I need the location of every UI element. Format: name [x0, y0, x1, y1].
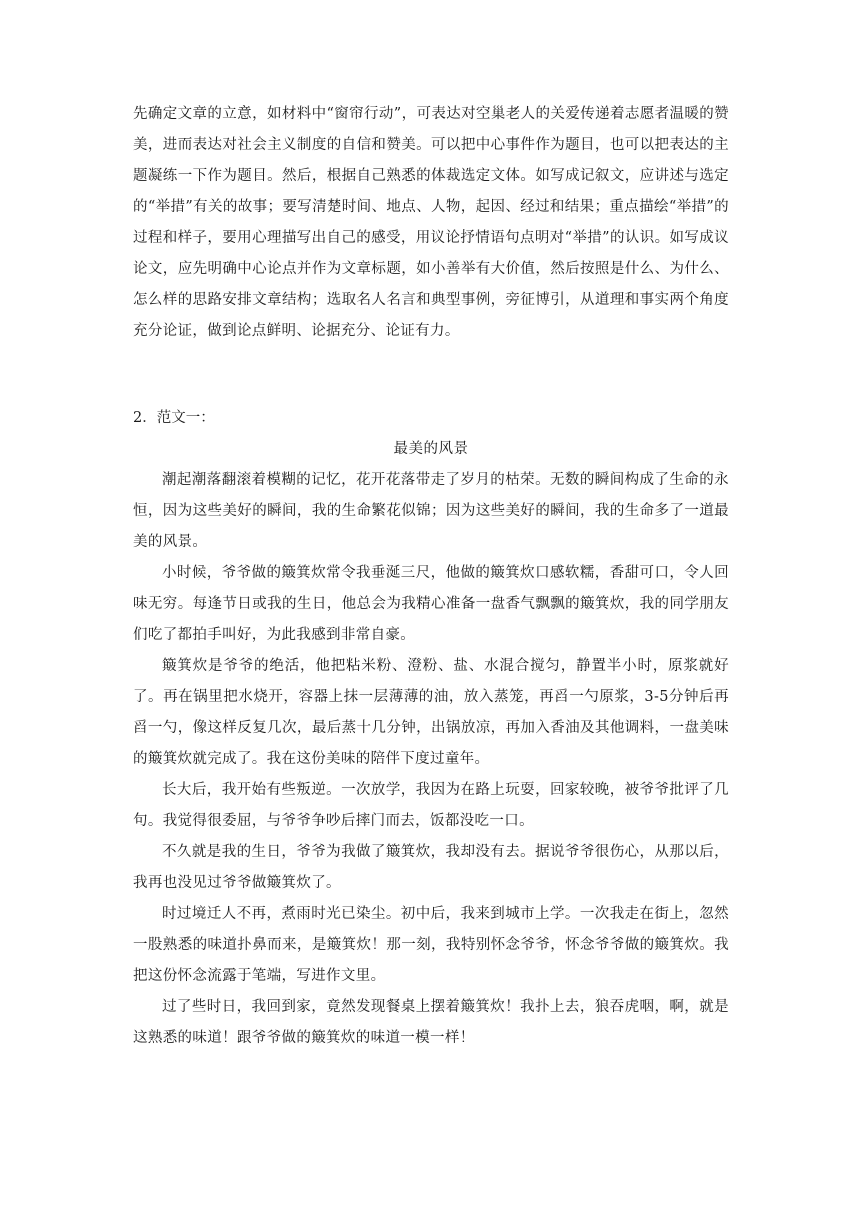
- section-gap: [133, 347, 729, 403]
- essay-paragraph: 潮起潮落翻滚着模糊的记忆，花开花落带走了岁月的枯荣。无数的瞬间构成了生命的永恒，因为这些美好的瞬间，我的生命繁花似锦；因为这些美好的瞬间，我的生命多了一道最美的风景。: [133, 472, 729, 550]
- essay-paragraph: 簸箕炊是爷爷的绝活，他把粘米粉、澄粉、盐、水混合搅匀，静置半小时，原浆就好了。再在锅里把水烧开，容器上抹一层薄薄的油，放入蒸笼，再舀一勺原浆，3-5分钟后再舀一勺，像这样反复几次，最后蒸十几分钟，出锅放凉，再加入香油及其他调料，一盘美味的簸箕炊就完成了。我在这份美味的陪伴下度过童年。: [133, 658, 729, 767]
- essay-title: 最美的风景: [393, 441, 469, 457]
- essay-paragraph: 小时候，爷爷做的簸箕炊常令我垂涎三尺，他做的簸箕炊口感软糯，香甜可口，令人回味无穷。每逢节日或我的生日，他总会为我精心准备一盘香气飘飘的簸箕炊，我的同学朋友们吃了都拍手叫好，为此我感到非常自豪。: [133, 565, 729, 643]
- essay-paragraph: 过了些时日，我回到家，竟然发现餐桌上摆着簸箕炊！我扑上去，狼吞虎咽，啊，就是这熟悉的味道！跟爷爷做的簸箕炊的味道一模一样！: [133, 999, 729, 1046]
- document-page: [133, 99, 729, 1054]
- section-label: 2．范文一：: [133, 410, 215, 426]
- essay-paragraph: 时过境迁人不再，煮雨时光已染尘。初中后，我来到城市上学。一次我走在街上，忽然一股熟悉的味道扑鼻而来，是簸箕炊！那一刻，我特别怀念爷爷，怀念爷爷做的簸箕炊。我把这份怀念流露于笔端，写进作文里。: [133, 906, 729, 984]
- essay-paragraph: 不久就是我的生日，爷爷为我做了簸箕炊，我却没有去。据说爷爷很伤心，从那以后，我再也没见过爷爷做簸箕炊了。: [133, 844, 729, 891]
- essay-paragraph: 长大后，我开始有些叛逆。一次放学，我因为在路上玩耍，回家较晚，被爷爷批评了几句。我觉得很委屈，与爷爷争吵后摔门而去，饭都没吃一口。: [133, 782, 729, 829]
- intro-paragraph: 先确定文章的立意，如材料中“窗帘行动”，可表达对空巢老人的关爱传递着志愿者温暖的赞美，进而表达对社会主义制度的自信和赞美。可以把中心事件作为题目，也可以把表达的主题凝练一下作为题目。然后，根据自己熟悉的体裁选定文体。如写成记叙文，应讲述与选定的“举措”有关的故事；要写清楚时间、地点、人物，起因、经过和结果；重点描绘“举措”的过程和样子，要用心理描写出自己的感受，用议论抒情语句点明对“举措”的认识。如写成议论文，应先明确中心论点并作为文章标题，如小善举有大价值，然后按照是什么、为什么、怎么样的思路安排文章结构；选取名人名言和典型事例，旁征博引，从道理和事实两个角度充分论证，做到论点鲜明、论据充分、论证有力。: [133, 106, 729, 339]
